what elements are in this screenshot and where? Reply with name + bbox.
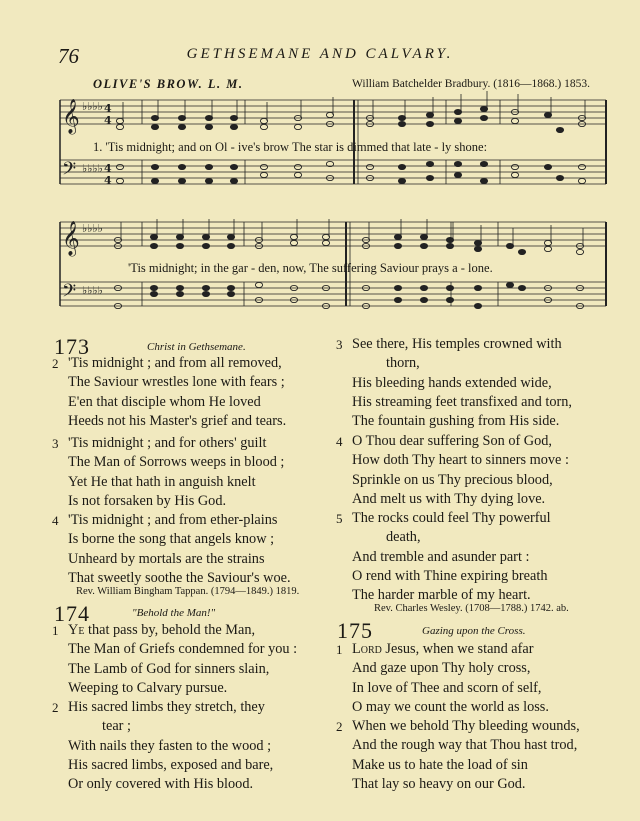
clefs-and-keys bbox=[62, 99, 112, 306]
attribution-173: Rev. William Bingham Tappan. (1794—1849.) 1819. bbox=[76, 586, 300, 597]
stanza-number: 1 bbox=[336, 642, 343, 657]
page-number: 76 bbox=[58, 44, 79, 68]
verse-line-text: that pass by, behold the Man, bbox=[84, 622, 256, 638]
hymn-number-173: 173 bbox=[54, 334, 90, 359]
verse-line-text: Jesus, when we stand afar bbox=[381, 641, 534, 657]
stanza-173-5 bbox=[336, 509, 551, 605]
verse-line: Unheard by mortals are the strains bbox=[68, 550, 265, 567]
svg-text:𝄢: 𝄢 bbox=[62, 159, 77, 184]
stanza-174-2 bbox=[52, 698, 274, 794]
verse-line: E'en that disciple whom He loved bbox=[68, 393, 261, 410]
verse-line: O may we count the world as loss. bbox=[352, 698, 549, 715]
verse-line: How doth Thy heart to sinners move : bbox=[352, 452, 569, 469]
verse-line: Make us to hate the load of sin bbox=[352, 756, 528, 773]
verse-line: The Man of Griefs condemned for you : bbox=[68, 641, 298, 658]
stanza-number: 1 bbox=[52, 623, 59, 638]
svg-text:4: 4 bbox=[104, 114, 112, 127]
stanza-175-1 bbox=[336, 640, 549, 717]
verse-line: The Man of Sorrows weeps in blood ; bbox=[68, 454, 285, 471]
svg-text:♭♭♭♭: ♭♭♭♭ bbox=[82, 284, 103, 297]
verse-line: His sacred limbs, exposed and bare, bbox=[68, 756, 274, 773]
stanza-number: 3 bbox=[336, 337, 343, 352]
verse-line: thorn, bbox=[386, 355, 420, 372]
stanza-number: 5 bbox=[336, 511, 343, 526]
hymn-title-175: Gazing upon the Cross. bbox=[422, 625, 526, 637]
svg-text:♭♭♭♭: ♭♭♭♭ bbox=[82, 162, 103, 175]
running-title: GETHSEMANE AND CALVARY. bbox=[186, 46, 454, 62]
lyrics-line-1: 1. 'Tis midnight; and on Ol - ive's brow The star is dimmed that late - ly shone: bbox=[93, 140, 488, 154]
stanza-173-3 bbox=[52, 434, 285, 511]
stanza-number: 2 bbox=[52, 356, 59, 371]
verse-line: See there, His temples crowned with bbox=[352, 336, 562, 352]
stanza-173-4 bbox=[52, 511, 291, 588]
verse-line: The Saviour wrestles lone with fears ; bbox=[68, 374, 285, 391]
verse-line: Is not forsaken by His God. bbox=[68, 492, 227, 509]
stanza-number: 4 bbox=[52, 513, 59, 528]
svg-text:𝄢: 𝄢 bbox=[62, 281, 77, 306]
stanza-number: 2 bbox=[336, 719, 343, 734]
verse-line: Or only covered with His blood. bbox=[68, 776, 254, 793]
verse-line: Yet He that hath in anguish knelt bbox=[68, 473, 256, 490]
verse-line: The harder marble of my heart. bbox=[352, 587, 531, 604]
stanza-173-3b bbox=[336, 335, 572, 431]
first-word: Ye bbox=[68, 622, 85, 638]
verse-line: In love of Thee and scorn of self, bbox=[352, 679, 542, 696]
stanza-175-2 bbox=[336, 717, 580, 794]
verse-line: When we behold Thy bleeding wounds, bbox=[352, 718, 580, 734]
hymn-title-173: Christ in Gethsemane. bbox=[147, 341, 246, 353]
verse-line: Sprinkle on us Thy precious blood, bbox=[352, 471, 553, 488]
svg-text:𝄞: 𝄞 bbox=[62, 99, 80, 134]
lyrics-line-2: 'Tis midnight; in the gar - den, now, The suffering Saviour prays a - lone. bbox=[128, 261, 493, 275]
stanza-number: 2 bbox=[52, 700, 59, 715]
verse-line: 'Tis midnight ; and for others' guilt bbox=[68, 435, 267, 451]
stanza-number: 4 bbox=[336, 434, 343, 449]
verse-line: Heeds not his Master's grief and tears. bbox=[68, 412, 287, 429]
svg-text:4: 4 bbox=[104, 174, 112, 187]
attribution-174: Rev. Charles Wesley. (1708—1788.) 1742. ab. bbox=[374, 603, 569, 614]
verse-line: death, bbox=[386, 529, 421, 546]
verse-line: 'Tis midnight ; and from all removed, bbox=[68, 355, 282, 371]
verse-line: And the rough way that Thou hast trod, bbox=[352, 737, 578, 754]
hymn-title-174: "Behold the Man!" bbox=[132, 607, 216, 619]
verse-line bbox=[68, 621, 297, 640]
svg-text:4: 4 bbox=[104, 162, 112, 175]
verse-line: His sacred limbs they stretch, they bbox=[68, 699, 265, 715]
verse-line: His streaming feet transfixed and torn, bbox=[352, 393, 572, 410]
verse-line: tear ; bbox=[102, 718, 131, 735]
stanza-174-1 bbox=[52, 621, 298, 698]
svg-text:♭♭♭♭: ♭♭♭♭ bbox=[82, 100, 103, 113]
svg-text:4: 4 bbox=[104, 102, 112, 115]
hymn-number-175: 175 bbox=[337, 618, 373, 643]
verse-line: The Lamb of God for sinners slain, bbox=[68, 660, 270, 677]
verse-line: The rocks could feel Thy powerful bbox=[352, 510, 551, 526]
verse-line: And tremble and asunder part : bbox=[352, 548, 530, 565]
verse-line: The fountain gushing from His side. bbox=[352, 413, 560, 430]
tune-composer: William Batchelder Bradbury. (1816—1868.) 1853. bbox=[352, 78, 591, 90]
verse-line: His bleeding hands extended wide, bbox=[352, 374, 552, 391]
verse-line: And melt us with Thy dying love. bbox=[352, 490, 546, 507]
stanza-173-4b bbox=[336, 432, 569, 509]
stanza-number: 3 bbox=[52, 436, 59, 451]
verse-line: 'Tis midnight ; and from ether-plains bbox=[68, 512, 278, 528]
hymn-number-174: 174 bbox=[54, 601, 90, 626]
stanza-173-2 bbox=[52, 354, 287, 431]
svg-text:𝄞: 𝄞 bbox=[62, 221, 80, 256]
verse-line: That lay so heavy on our God. bbox=[352, 775, 526, 792]
verse-line: O rend with Thine expiring breath bbox=[352, 567, 548, 584]
tune-name: OLIVE'S BROW. L. M. bbox=[93, 77, 244, 91]
verse-line: Is borne the song that angels know ; bbox=[68, 531, 275, 548]
verse-line bbox=[352, 640, 549, 659]
verse-line: O Thou dear suffering Son of God, bbox=[352, 433, 552, 449]
verse-line: Weeping to Calvary pursue. bbox=[68, 679, 228, 696]
verse-line: With nails they fasten to the wood ; bbox=[68, 737, 272, 754]
verse-line: That sweetly soothe the Saviour's woe. bbox=[68, 569, 291, 586]
verse-line: And gaze upon Thy holy cross, bbox=[352, 660, 531, 677]
svg-text:♭♭♭♭: ♭♭♭♭ bbox=[82, 222, 103, 235]
first-word: Lord bbox=[352, 641, 382, 657]
